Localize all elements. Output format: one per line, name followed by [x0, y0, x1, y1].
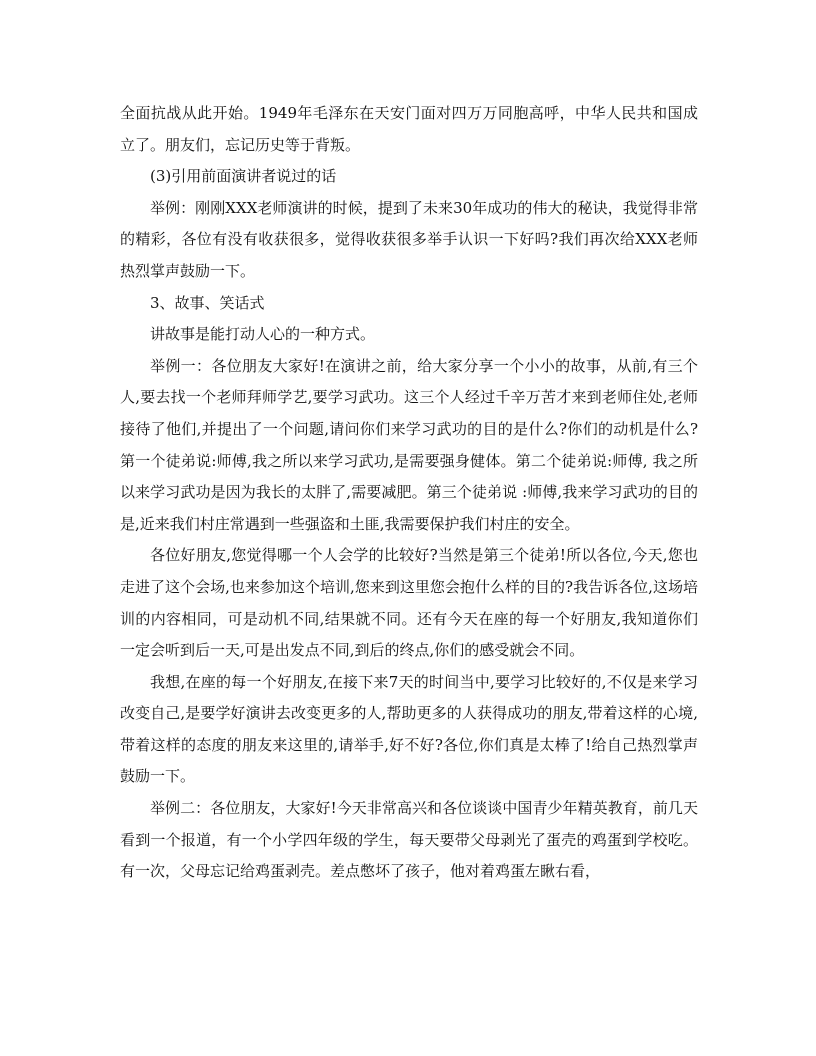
paragraph-2: (3)引用前面演讲者说过的话: [150, 167, 337, 186]
document-body: [120, 98, 698, 888]
paragraph-7: 各位好朋友,您觉得哪一个人会学的比较好?当然是第三个徒弟!所以各位,今天,您也走进了这个会场,也来参加这个培训,您来到这里您会抱什么样的目的?我告诉各位,这场培训的内容相同，可是动机不同,结果就不同。还有今天在座的每一个好朋友,我知道你们一定会听到后一天,可是出发点不同,到后的终点,你们的感受就会不同。: [120, 546, 698, 660]
paragraph-5: 讲故事是能打动人心的一种方式。: [150, 325, 376, 344]
paragraph-8: 我想,在座的每一个好朋友,在接下来7天的时间当中,要学习比较好的,不仅是来学习改变自己,是要学好演讲去改变更多的人,帮助更多的人获得成功的朋友,带着这样的心境,带着这样的态度的朋友来这里的,请举手,好不好?各位,你们真是太棒了!给自己热烈掌声鼓励一下。: [120, 672, 698, 786]
section-heading-3: 3、故事、笑话式: [150, 293, 265, 312]
paragraph-6: 举例一：各位朋友大家好!在演讲之前，给大家分享一个小小的故事，从前,有三个人,要去找一个老师拜师学艺,要学习武功。这三个人经过千辛万苦才来到老师住处,老师接待了他们,并提出了一个问题,请问你们来学习武功的目的是什么?你们的动机是什么?第一个徒弟说:师傅,我之所以来学习武功,是需要强身健体。第二个徒弟说:师傅, 我之所以来学习武功是因为我长的太胖了,需要减肥。第三个徒弟说 :师傅,我来学习武功的目的是,近来我们村庄常遇到一些强盗和土匪,我需要保护我们村庄的安全。: [120, 356, 698, 533]
paragraph-3: 举例：刚刚XXX老师演讲的时候，提到了未来30年成功的伟大的秘诀，我觉得非常的精彩，各位有没有收获很多，觉得收获很多举手认识一下好吗?我们再次给XXX老师热烈掌声鼓励一下。: [120, 198, 698, 280]
paragraph-9: 举例二：各位朋友，大家好!今天非常高兴和各位谈谈中国青少年精英教育，前几天看到一个报道，有一个小学四年级的学生，每天要带父母剥光了蛋壳的鸡蛋到学校吃。有一次，父母忘记给鸡蛋剥壳。差点憋坏了孩子，他对着鸡蛋左瞅右看，: [120, 799, 698, 881]
paragraph-1: 全面抗战从此开始。1949年毛泽东在天安门面对四万万同胞高呼，中华人民共和国成立了。朋友们，忘记历史等于背叛。: [120, 104, 698, 154]
